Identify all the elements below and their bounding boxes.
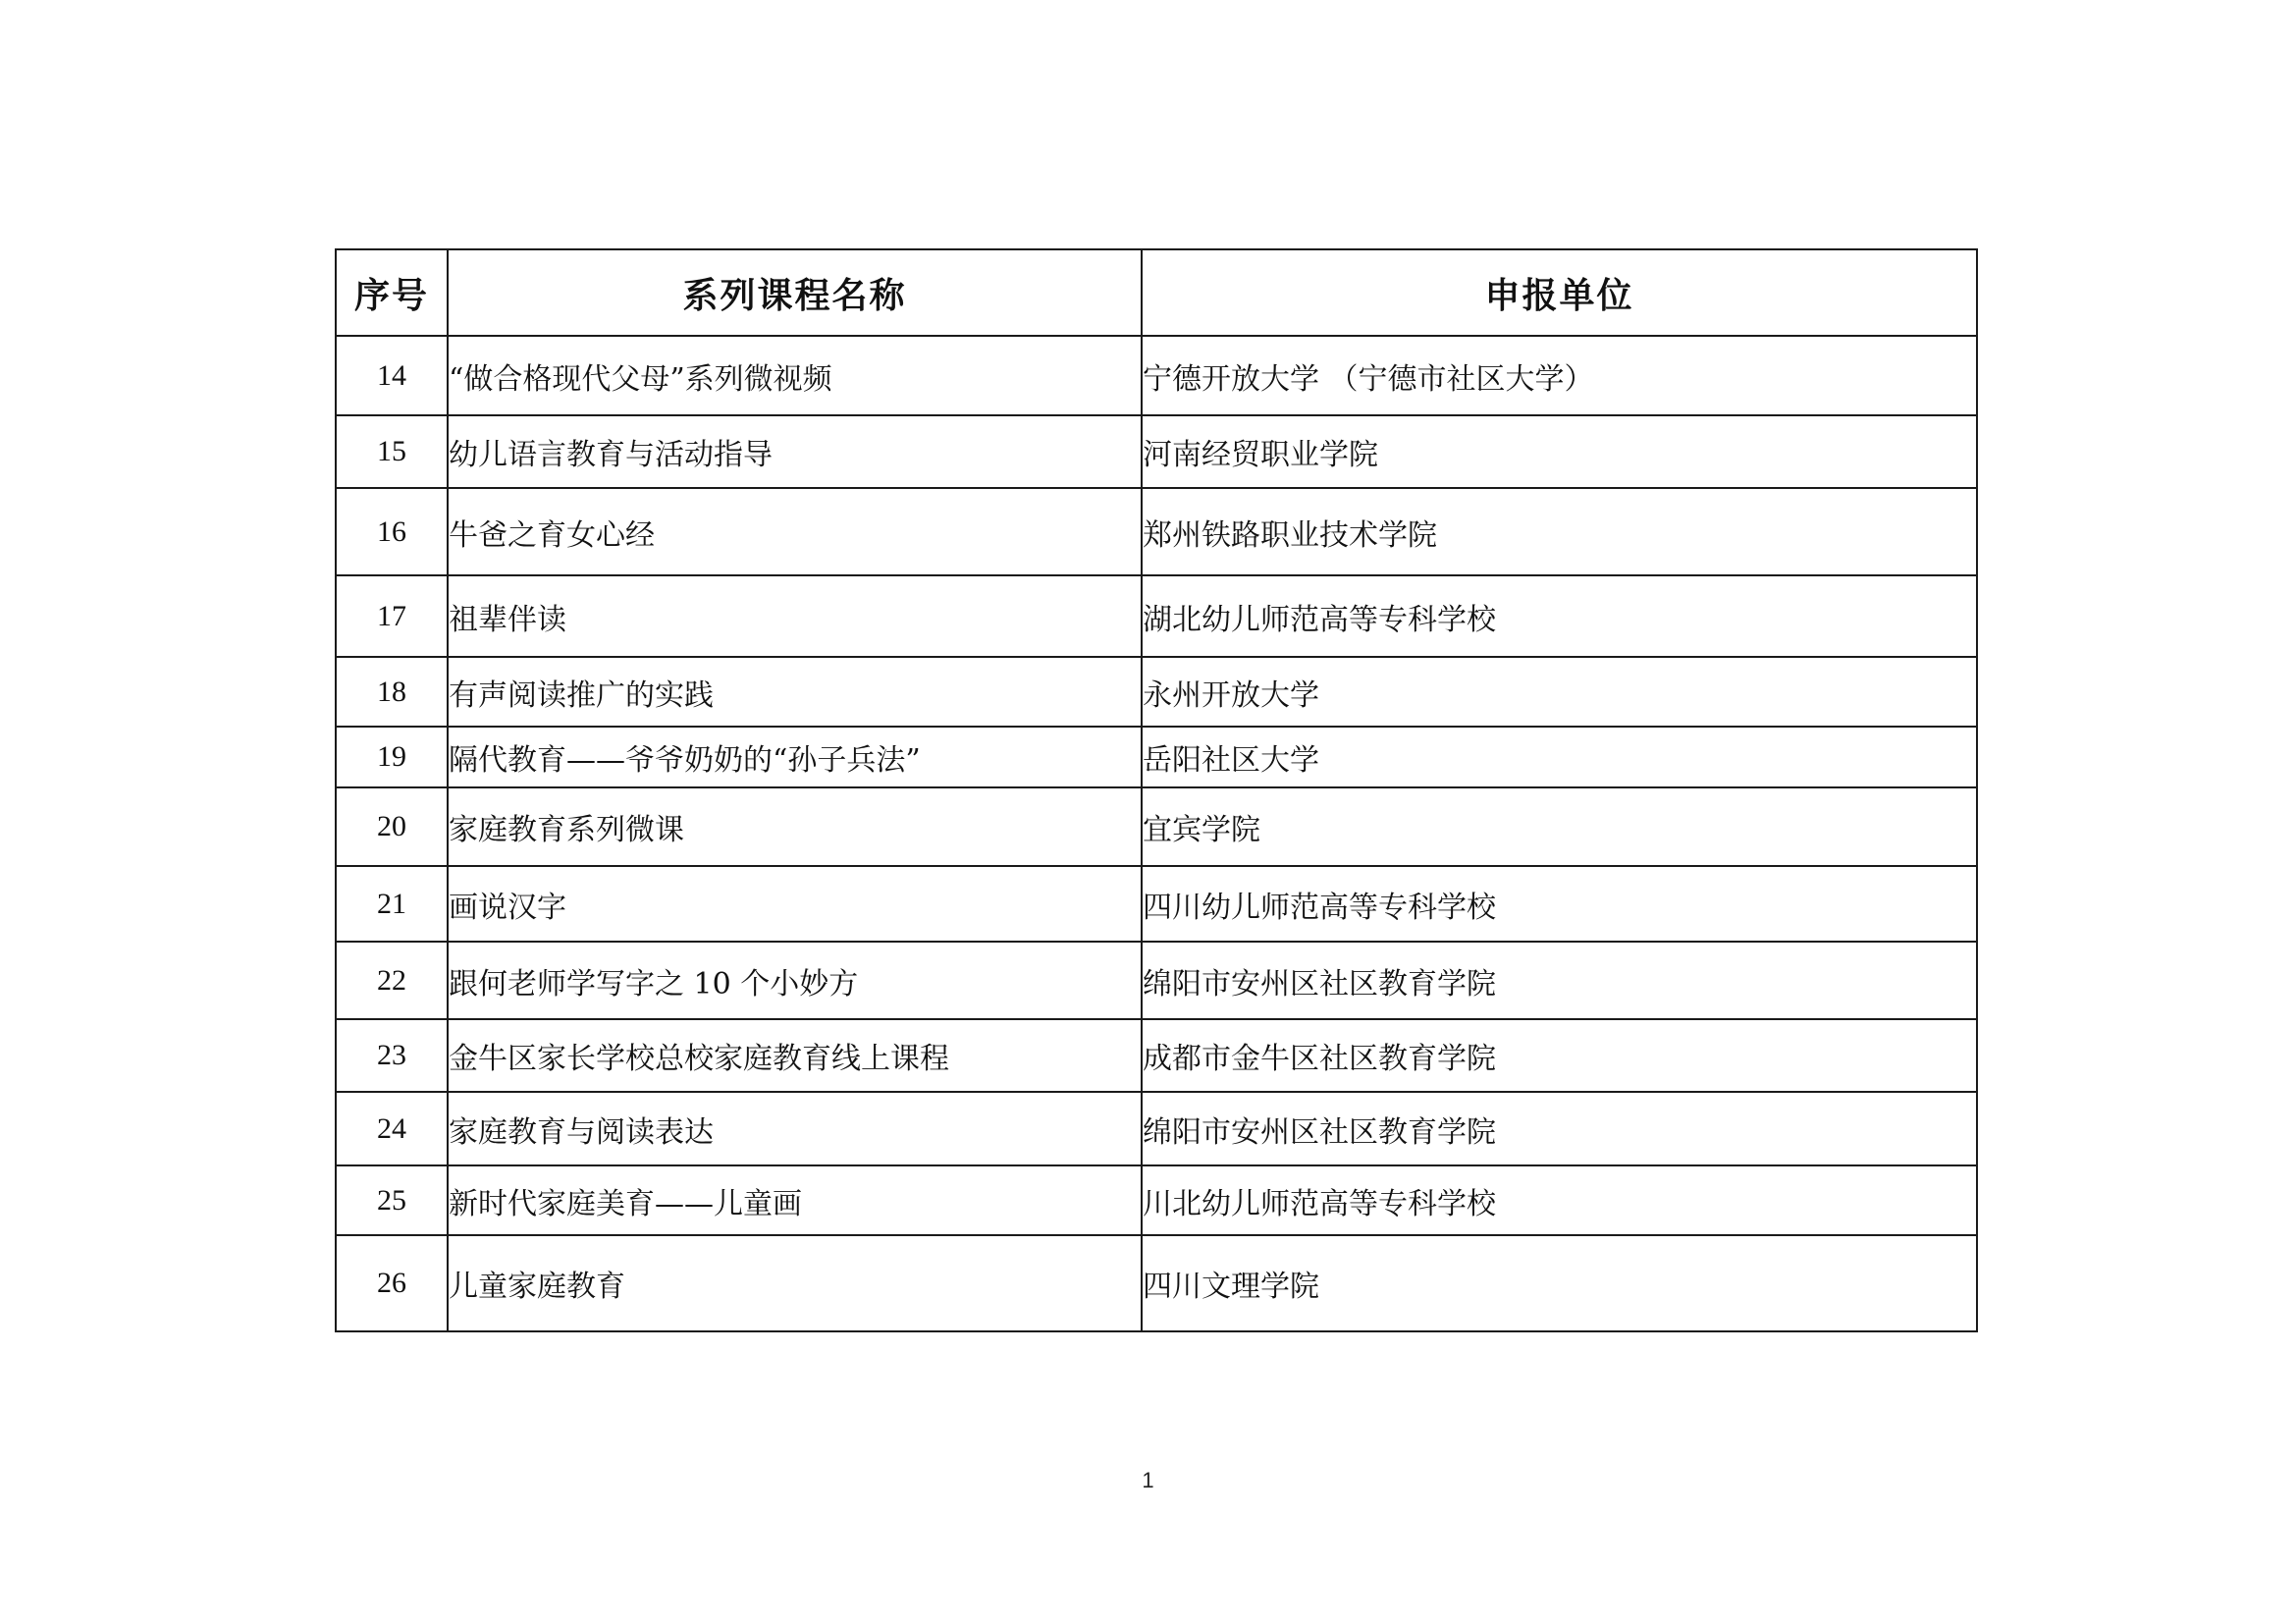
row-index: 24 [336,1092,448,1165]
table-row [336,415,1977,488]
table-row [336,787,1977,866]
row-index: 15 [336,415,448,488]
header-course-name: 系列课程名称 [448,249,1142,336]
header-index: 序号 [336,249,448,336]
row-applicant-unit: 四川文理学院 [1142,1235,1977,1331]
row-applicant-unit: 成都市金牛区社区教育学院 [1142,1019,1977,1092]
row-index: 14 [336,336,448,415]
row-index: 23 [336,1019,448,1092]
row-index: 21 [336,866,448,942]
table-header-row [336,249,1977,336]
row-course-name: 隔代教育——爷爷奶奶的“孙子兵法” [448,727,1142,787]
table-row [336,1019,1977,1092]
row-course-name: 家庭教育系列微课 [448,787,1142,866]
table-row [336,336,1977,415]
row-course-name: 家庭教育与阅读表达 [448,1092,1142,1165]
row-index: 18 [336,657,448,727]
table-row [336,866,1977,942]
row-applicant-unit: 宜宾学院 [1142,787,1977,866]
row-applicant-unit: 岳阳社区大学 [1142,727,1977,787]
row-course-name: 儿童家庭教育 [448,1235,1142,1331]
table-row [336,488,1977,575]
row-course-name: “做合格现代父母”系列微视频 [448,336,1142,415]
table-row [336,575,1977,657]
row-applicant-unit: 宁德开放大学 （宁德市社区大学） [1142,336,1977,415]
page-number: 1 [1142,1468,1154,1492]
row-applicant-unit: 湖北幼儿师范高等专科学校 [1142,575,1977,657]
row-course-name: 祖辈伴读 [448,575,1142,657]
row-applicant-unit: 河南经贸职业学院 [1142,415,1977,488]
row-applicant-unit: 四川幼儿师范高等专科学校 [1142,866,1977,942]
row-index: 17 [336,575,448,657]
row-index: 26 [336,1235,448,1331]
row-course-name: 牛爸之育女心经 [448,488,1142,575]
table-row [336,1235,1977,1331]
row-index: 19 [336,727,448,787]
table-row [336,1092,1977,1165]
row-applicant-unit: 郑州铁路职业技术学院 [1142,488,1977,575]
row-course-name: 新时代家庭美育——儿童画 [448,1165,1142,1235]
header-applicant-unit: 申报单位 [1142,249,1977,336]
row-index: 16 [336,488,448,575]
row-applicant-unit: 绵阳市安州区社区教育学院 [1142,1092,1977,1165]
row-index: 20 [336,787,448,866]
course-table [335,248,1978,1332]
table-row [336,727,1977,787]
row-course-name: 跟何老师学写字之 10 个小妙方 [448,942,1142,1019]
row-course-name: 有声阅读推广的实践 [448,657,1142,727]
row-applicant-unit: 川北幼儿师范高等专科学校 [1142,1165,1977,1235]
row-applicant-unit: 永州开放大学 [1142,657,1977,727]
row-index: 22 [336,942,448,1019]
row-course-name: 画说汉字 [448,866,1142,942]
table-row [336,1165,1977,1235]
row-applicant-unit: 绵阳市安州区社区教育学院 [1142,942,1977,1019]
table-row [336,657,1977,727]
row-index: 25 [336,1165,448,1235]
row-course-name: 金牛区家长学校总校家庭教育线上课程 [448,1019,1142,1092]
table-row [336,942,1977,1019]
row-course-name: 幼儿语言教育与活动指导 [448,415,1142,488]
